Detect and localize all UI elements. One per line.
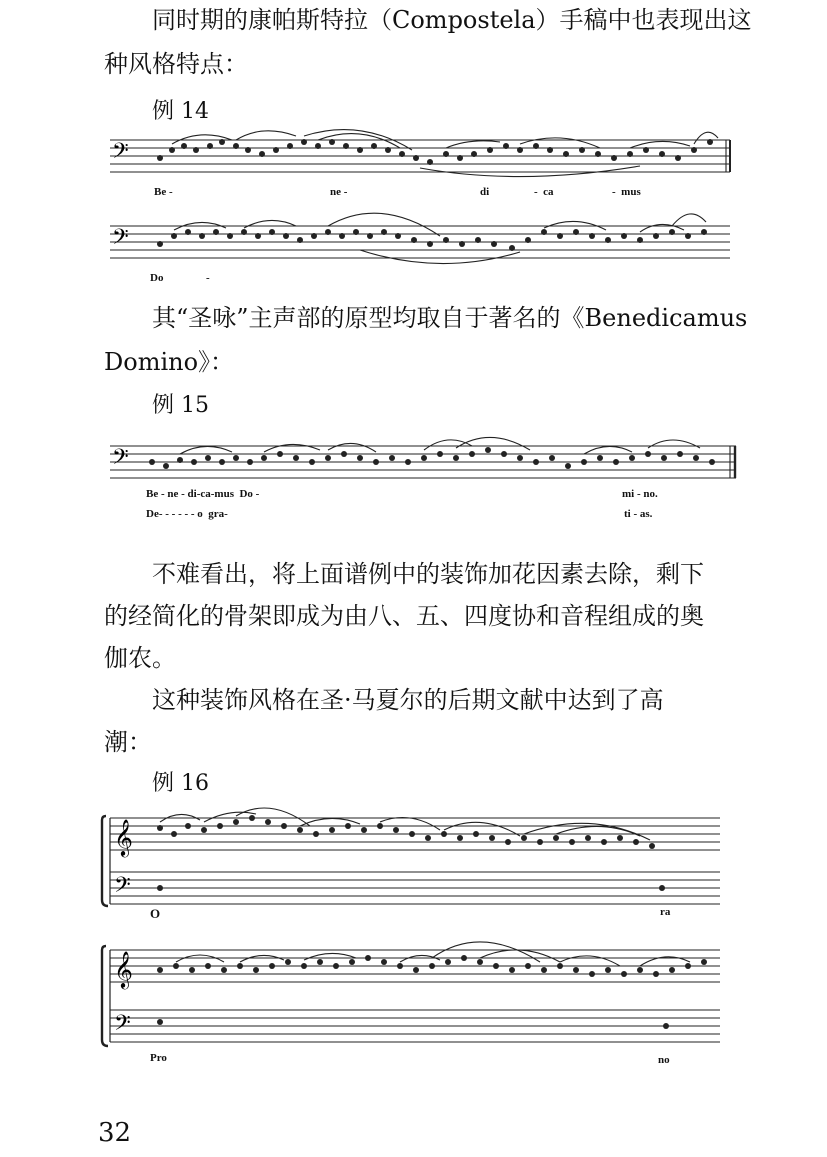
ex14-notes-1 xyxy=(157,139,713,165)
ex15-lyric: Be - ne - di-ca-mus Do - xyxy=(146,488,260,500)
bass-clef-icon: 𝄢 xyxy=(112,225,129,255)
paragraph-2-line-2: Domino》： xyxy=(104,348,235,376)
bass-clef-icon: 𝄢 xyxy=(112,139,129,169)
ex14-slurs-2 xyxy=(174,213,706,263)
ex14-lyric: Be - xyxy=(154,186,173,198)
ex16-lyric: ra xyxy=(660,906,671,918)
ex14-lyric: - ca xyxy=(534,186,554,198)
ex14-lyric: ne - xyxy=(330,186,348,198)
ex16-lyric: Pro xyxy=(150,1052,167,1064)
treble-clef-icon: 𝄞 xyxy=(114,818,133,856)
ex15-lyric: ti - as. xyxy=(624,508,653,520)
ex15-lyric: mi - no. xyxy=(622,488,658,500)
ex14-staff-1 xyxy=(110,140,730,172)
paragraph-4-line-2: 潮： xyxy=(104,728,152,756)
ex15-staff xyxy=(110,446,736,478)
ex15-lyric: De- - - - - - o gra- xyxy=(146,508,228,520)
bass-clef-icon: 𝄢 xyxy=(114,1011,131,1041)
ex16-lyric: O xyxy=(150,906,161,921)
paragraph-1-line-1: 同时期的康帕斯特拉（Compostela）手稿中也表现出这 xyxy=(152,6,752,34)
bass-clef-icon: 𝄢 xyxy=(114,873,131,903)
page-number: 32 xyxy=(98,1118,132,1148)
bass-clef-icon: 𝄢 xyxy=(112,445,129,475)
ex16-staff-1-bass xyxy=(110,872,720,904)
paragraph-3-line-1: 不难看出，将上面谱例中的装饰加花因素去除，剩下 xyxy=(152,560,704,588)
paragraph-2-line-1: 其“圣咏”主声部的原型均取自于著名的《Benedicamus xyxy=(152,304,748,332)
example-15-label: 例 15 xyxy=(152,393,209,418)
ex14-lyric: - mus xyxy=(612,186,641,198)
ex14-lyric: - xyxy=(206,272,210,284)
paragraph-1-line-2: 种风格特点： xyxy=(104,50,248,78)
ex16-brace-2 xyxy=(102,946,108,1046)
ex15-notes xyxy=(149,447,715,469)
paragraph-3-line-3: 伽农。 xyxy=(104,644,176,672)
ex16-brace-1 xyxy=(102,816,108,906)
ex14-lyric: Do xyxy=(150,272,164,284)
ex14-lyric: di xyxy=(480,186,490,198)
paragraph-3-line-2: 的经简化的骨架即成为由八、五、四度协和音程组成的奥 xyxy=(104,602,704,630)
ex14-notes-2 xyxy=(157,229,707,251)
ex16-staff-2-bass xyxy=(110,1010,720,1042)
example-16-label: 例 16 xyxy=(152,771,209,796)
example-14-label: 例 14 xyxy=(152,99,209,124)
ex16-slurs-2 xyxy=(176,942,690,966)
paragraph-4-line-1: 这种装饰风格在圣·马夏尔的后期文献中达到了高 xyxy=(152,686,664,714)
ex16-slurs-1 xyxy=(160,808,650,840)
treble-clef-icon: 𝄞 xyxy=(114,950,133,988)
ex16-lyric: no xyxy=(658,1054,670,1066)
ex14-staff-2 xyxy=(110,226,730,258)
